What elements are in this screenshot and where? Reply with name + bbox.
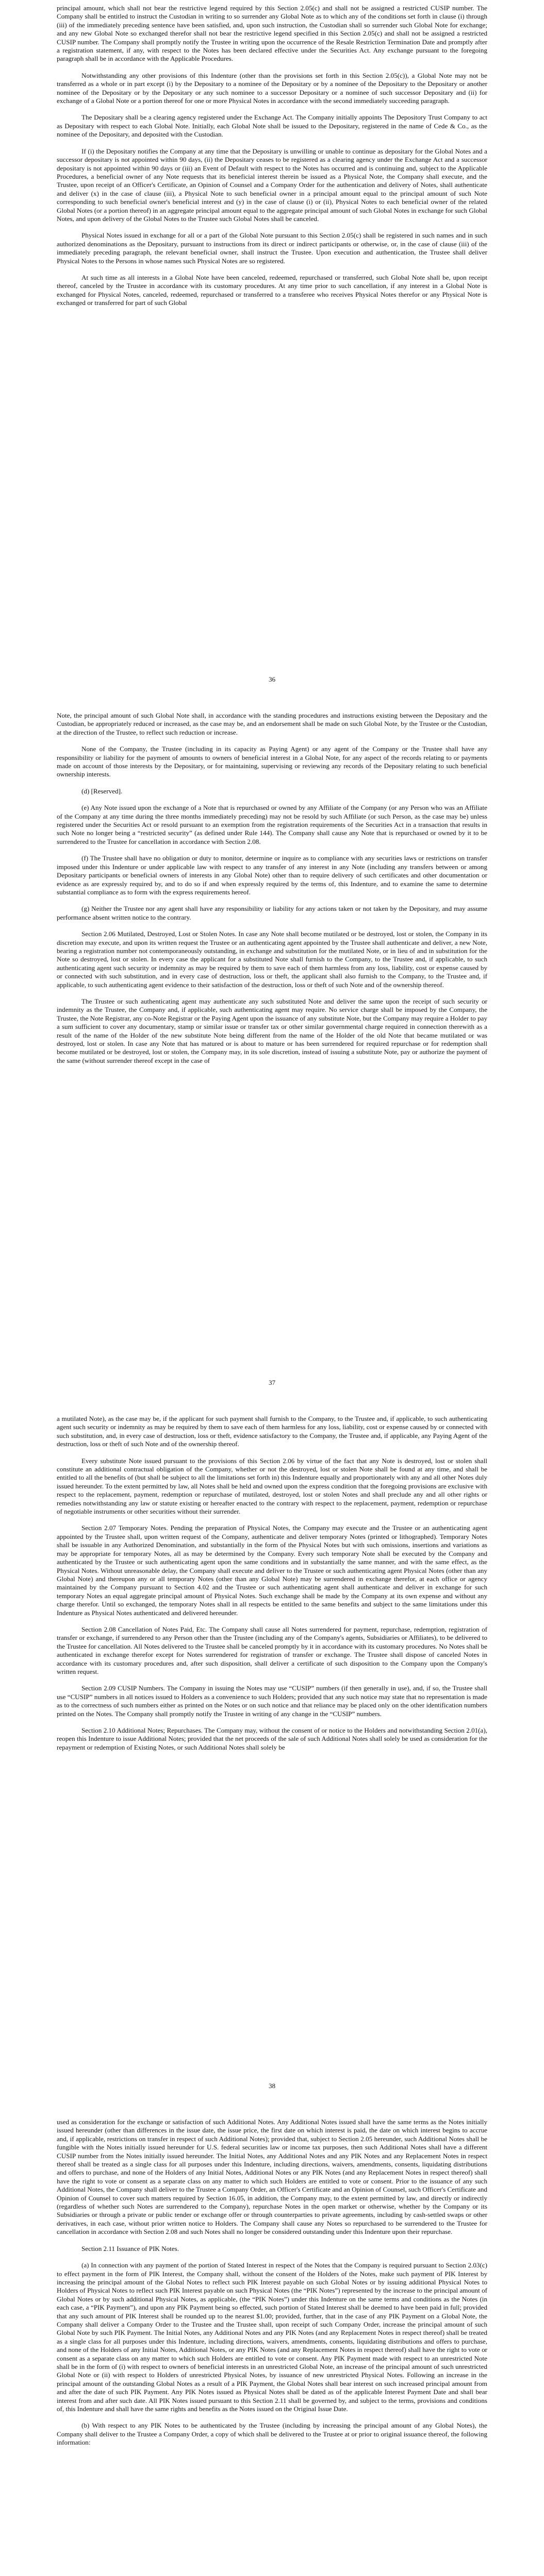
paragraph: None of the Company, the Trustee (including in its capacity as Paying Agent) or any agent of the Company or the Trustee shall have any responsibility or liability for the payment of amounts to owners of beneficial interest in a Global Note, for any aspect of the records relating to or payments made on account of those interests by the Depositary, or for maintaining, supervising or reviewing any records of the Depositary relating to such beneficial ownership interests. <box>57 745 487 778</box>
paragraph: (g) Neither the Trustee nor any agent shall have any responsibility or liability for any actions taken or not taken by the Depositary, and may assume performance absent written notice to the contrary. <box>57 905 487 921</box>
paragraph: Note, the principal amount of such Global Note shall, in accordance with the standing procedures and instructions existing between the Depositary and the Custodian, be appropriately reduced or increased, as the case may be, and an endorsement shall be made on such Global Note, by the Trustee or the Custodian, at the direction of the Trustee, to reflect such reduction or increase. <box>57 711 487 736</box>
page-body <box>57 1415 487 1760</box>
paragraph: The Trustee or such authenticating agent may authenticate any such substituted Note and deliver the same upon the receipt of such security or indemnity as the Trustee, the Company and, if applicable, such authenticating agent may require. No service charge shall be imposed by the Company, the Trustee, the Note Registrar, any co-Note Registrar or the Paying Agent upon the issuance of any substitute Note, but the Company may require a Holder to pay a sum sufficient to cover any documentary, stamp or similar issue or transfer tax or other similar governmental charge required in connection therewith as a result of the name of the Holder of the new substitute Note being different from the name of the Holder of the old Note that became mutilated or was destroyed, lost or stolen. In case any Note that has matured or is about to mature or has been surrendered for required repurchase or for redemption shall become mutilated or be destroyed, lost or stolen, the Company may, in its sole discretion, instead of issuing a substitute Note, pay or authorize the payment of the same (without surrender thereof except in the case of <box>57 997 487 1064</box>
paragraph: At such time as all interests in a Global Note have been canceled, redeemed, repurchased or transferred, such Global Note shall be, upon receipt thereof, canceled by the Trustee in accordance with its customary procedures. At any time prior to such cancellation, if any interest in a Global Note is exchanged for Physical Notes, canceled, redeemed, repurchased or transferred to a transferee who receives Physical Notes therefor or any Physical Note is exchanged or transferred for part of such Global <box>57 273 487 307</box>
paragraph: Section 2.10 Additional Notes; Repurchases. The Company may, without the consent of or notice to the Holders and notwithstanding Section 2.01(a), reopen this Indenture to issue Additional Notes; provided that the net proceeds of the sale of such Additional Notes shall solely be used as consideration for the repayment or redemption of Existing Notes, or such Additional Notes shall solely be <box>57 1726 487 1751</box>
page-number: 38 <box>268 2082 276 2090</box>
paragraph: Section 2.09 CUSIP Numbers. The Company in issuing the Notes may use “CUSIP” numbers (if then generally in use), and, if so, the Trustee shall use “CUSIP” numbers in all notices issued to Holders as a convenience to such Holders; provided that any such notice may state that no representation is made as to the correctness of such numbers either as printed on the Notes or on such notice and that reliance may be placed only on the other identification numbers printed on the Notes. The Company shall promptly notify the Trustee in writing of any change in the “CUSIP” numbers. <box>57 1684 487 1718</box>
paragraph: Notwithstanding any other provisions of this Indenture (other than the provisions set forth in this Section 2.05(c)), a Global Note may not be transferred as a whole or in part except (i) by the Depositary to a nominee of the Depositary or by a nominee of the Depositary to the Depositary or another nominee of the Depositary or by the Depositary or any such nominee to a successor Depositary or a nominee of such successor Depositary and (ii) for exchange of a Global Note or a portion thereof for one or more Physical Notes in accordance with the second immediately succeeding paragraph. <box>57 71 487 105</box>
page-body <box>57 711 487 1073</box>
document-page-37 <box>0 703 544 1406</box>
paragraph: Every substitute Note issued pursuant to the provisions of this Section 2.06 by virtue of the fact that any Note is destroyed, lost or stolen shall constitute an additional contractual obligation of the Company, whether or not the destroyed, lost or stolen Note shall be found at any time, and shall be entitled to all the benefits of (but shall be subject to all the limitations set forth in) this Indenture equally and proportionately with any and all other Notes duly issued hereunder. To the extent permitted by law, all Notes shall be held and owned upon the express condition that the foregoing provisions are exclusive with respect to the replacement, payment, redemption or repurchase of mutilated, destroyed, lost or stolen Notes and shall preclude any and all other rights or remedies notwithstanding any law or statute existing or hereafter enacted to the contrary with respect to the replacement, payment, redemption or repurchase of negotiable instruments or other securities without their surrender. <box>57 1456 487 1516</box>
paragraph: (a) In connection with any payment of the portion of Stated Interest in respect of the Notes that the Company is required pursuant to Section 2.03(c) to effect payment in the form of PIK Interest, the Company shall, without the consent of the Holders of the Notes, make such payment of PIK Interest by increasing the principal amount of the Global Notes to reflect such PIK Interest payable on such Global Notes or by issuing additional Physical Notes to Holders of Physical Notes to reflect such PIK Interest payable on such Physical Notes (the “PIK Notes”) represented by the increase to the principal amount of Global Notes or by such additional Physical Notes, as applicable, (the “PIK Notes”) under this Indenture on the same terms and conditions as the Notes (in each case, a “PIK Payment”), and upon any PIK Payment being so effected, such portion of Stated Interest shall be deemed to have been paid in full; provided that any such amount of PIK Interest shall be rounded up to the nearest $1.00; provided, further, that in the case of any PIK Payment on a Global Note, the Company shall deliver a Company Order to the Trustee and the Trustee shall, upon receipt of such Company Order, increase the principal amount of such Global Note by such PIK Payment. The Initial Notes, any Additional Notes and any PIK Notes (and any Replacement Notes in respect thereof) shall be treated as a single class for all purposes under this Indenture, including directions, waivers, amendments, consents, liquidating distributions and offers to purchase, and none of the Holders of any Initial Notes, Additional Notes, or any PIK Notes (and any Replacement Notes in respect thereof) shall have the right to vote or consent as a separate class on any matter to which such Holders are entitled to vote or consent. Any PIK Payment made with respect to an unrestricted Note shall be in the form of (i) with respect to owners of beneficial interests in an unrestricted Global Note, an increase of the principal amount of such unrestricted Global Note or (ii) with respect to Holders of unrestricted Physical Notes, by issuance of new unrestricted Physical Notes. Following an increase in the principal amount of the outstanding Global Notes as a result of a PIK Payment, the Global Notes shall bear interest on such increased principal amount from and after the date of such PIK Payment. Any PIK Notes issued as Physical Notes shall be dated as of the applicable Interest Payment Date and shall bear interest from and after such date. All PIK Notes issued pursuant to this Section 2.11 shall be governed by, and subject to the terms, provisions and conditions of, this Indenture and shall have the same rights and benefits as the Notes issued on the Original Issue Date. <box>57 2261 487 2413</box>
page-body <box>57 4 487 316</box>
paragraph: Section 2.08 Cancellation of Notes Paid, Etc. The Company shall cause all Notes surrendered for payment, repurchase, redemption, registration of transfer or exchange, if surrendered to any Person other than the Trustee (including any of the Company's agents, Subsidiaries or Affiliates), to be delivered to the Trustee for cancellation. All Notes delivered to the Trustee shall be canceled promptly by it in accordance with its customary procedures. No Notes shall be authenticated in exchange therefor except for Notes surrendered for registration of transfer or exchange. The Trustee shall dispose of canceled Notes in accordance with its customary procedures and, after such disposition, shall deliver a certificate of such disposition to the Company upon the Company's written request. <box>57 1625 487 1675</box>
paragraph: (e) Any Note issued upon the exchange of a Note that is repurchased or owned by any Affiliate of the Company (or any Person who was an Affiliate of the Company at any time during the three months immediately preceding) may not be resold by such Affiliate (or such Person, as the case may be) unless registered under the Securities Act or resold pursuant to an exemption from the registration requirements of the Securities Act in a transaction that results in such Note no longer being a “restricted security” (as defined under Rule 144). The Company shall cause any Note that is repurchased or owned by it to be surrendered to the Trustee for cancellation in accordance with Section 2.08. <box>57 804 487 845</box>
page-body <box>57 2118 487 2455</box>
paragraph: used as consideration for the exchange or satisfaction of such Additional Notes. Any Additional Notes issued shall have the same terms as the Notes initially issued hereunder (other than differences in the issue date, the issue price, the first date on which interest is paid, the date on which interest begins to accrue and, if applicable, restrictions on transfer in respect of such Additional Notes); provided that, subject to Section 2.05 hereunder, such Additional Notes shall be fungible with the Notes initially issued hereunder for U.S. federal securities law or income tax purposes, then such Additional Notes shall have a different CUSIP number from the Notes initially issued hereunder. The Initial Notes, any Additional Notes and any PIK Notes and any Replacement Notes in respect thereof shall be treated as a single class for all purposes under this Indenture, including directions, waivers, amendments, consents, liquidating distributions and offers to purchase, and none of the Holders of any Initial Notes, Additional Notes or any PIK Notes (and any Replacement Notes in respect thereof) shall have the right to vote or consent as a separate class on any matter to which such Holders are entitled to vote or consent. Prior to the issuance of any such Additional Notes, the Company shall deliver to the Trustee a Company Order, an Officer's Certificate and an Opinion of Counsel, such Officer's Certificate and Opinion of Counsel to cover such matters required by Section 16.05, in addition, the Company may, to the extent permitted by law, and directly or indirectly (regardless of whether such Notes are surrendered to the Company), repurchase Notes in the open market or otherwise, whether by the Company or its Subsidiaries or through a private or public tender or exchange offer or through counterparties to private agreements, including by cash-settled swaps or other derivatives, in each case, without prior written notice to Holders. The Company shall cause any Notes so repurchased to be surrendered to the Trustee for cancellation in accordance with Section 2.08 and such Notes shall no longer be considered outstanding under this Indenture upon their repurchase. <box>57 2118 487 2236</box>
paragraph: (f) The Trustee shall have no obligation or duty to monitor, determine or inquire as to compliance with any securities laws or restrictions on transfer imposed under this Indenture or under applicable law with respect to any transfer of any interest in any Note (including any transfers between or among Depositary participants or beneficial owners of interests in any Global Note) other than to require delivery of such certificates and other documentation or evidence as are expressly required by, and to do so if and when expressly required by the terms of, this Indenture, and to examine the same to determine substantial compliance as to form with the express requirements hereof. <box>57 854 487 896</box>
paragraph: Physical Notes issued in exchange for all or a part of the Global Note pursuant to this Section 2.05(c) shall be registered in such names and in such authorized denominations as the Depositary, pursuant to instructions from its direct or indirect participants or otherwise, or, in the case of clause (iii) of the immediately preceding paragraph, the relevant beneficial owner, shall instruct the Trustee. Upon execution and authentication, the Trustee shall deliver Physical Notes to the Persons in whose names such Physical Notes are so registered. <box>57 231 487 265</box>
document-page-36 <box>0 0 544 703</box>
paragraph: (d) [Reserved]. <box>81 787 123 795</box>
paragraph: Section 2.06 Mutilated, Destroyed, Lost or Stolen Notes. In case any Note shall become mutilated or be destroyed, lost or stolen, the Company in its discretion may execute, and upon its written request the Trustee or an authenticating agent appointed by the Trustee shall authenticate and deliver, a new Note, bearing a registration number not contemporaneously outstanding, in exchange and substitution for the mutilated Note, or in lieu of and in substitution for the Note so destroyed, lost or stolen. In every case the applicant for a substituted Note shall furnish to the Company, to the Trustee and, if applicable, to such authenticating agent such security or indemnity as may be required by them to save each of them harmless from any loss, liability, cost or expense caused by or connected with such substitution, and in every case of destruction, loss or theft, the applicant shall also furnish to the Company, to the Trustee and, if applicable, to such authenticating agent evidence to their satisfaction of the destruction, loss or theft of such Note and of the ownership thereof. <box>57 930 487 989</box>
paragraph: The Depositary shall be a clearing agency registered under the Exchange Act. The Company initially appoints The Depository Trust Company to act as Depositary with respect to each Global Note. Initially, each Global Note shall be issued to the Depositary, registered in the name of Cede & Co., as the nominee of the Depositary, and deposited with the Custodian. <box>57 113 487 139</box>
paragraph: If (i) the Depositary notifies the Company at any time that the Depositary is unwilling or unable to continue as depositary for the Global Notes and a successor depositary is not appointed within 90 days, (ii) the Depositary ceases to be registered as a clearing agency under the Exchange Act and a successor depositary is not appointed within 90 days or (iii) an Event of Default with respect to the Notes has occurred and is continuing and, subject to the Applicable Procedures, a beneficial owner of any Note requests that its beneficial interest therein be issued as a Physical Note, the Company shall execute, and the Trustee, upon receipt of an Officer's Certificate, an Opinion of Counsel and a Company Order for the authentication and delivery of Notes, shall authenticate and deliver (x) in the case of clause (iii), a Physical Note to such beneficial owner in a principal amount equal to the principal amount of such Note corresponding to such beneficial owner's beneficial interest and (y) in the case of clause (i) or (ii), Physical Notes to each beneficial owner of the related Global Notes (or a portion thereof) in an aggregate principal amount equal to the aggregate principal amount of such Global Notes in exchange for such Global Notes, and upon delivery of the Global Notes to the Trustee such Global Notes shall be canceled. <box>57 147 487 223</box>
paragraph: Section 2.07 Temporary Notes. Pending the preparation of Physical Notes, the Company may execute and the Trustee or an authenticating agent appointed by the Trustee shall, upon written request of the Company, authenticate and deliver temporary Notes (printed or lithographed). Temporary Notes shall be issuable in any Authorized Denomination, and substantially in the form of the Physical Notes but with such omissions, insertions and variations as may be appropriate for temporary Notes, all as may be determined by the Company. Every such temporary Note shall be executed by the Company and authenticated by the Trustee or such authenticating agent upon the same conditions and in substantially the same manner, and with the same effect, as the Physical Notes. Without unreasonable delay, the Company shall execute and deliver to the Trustee or such authenticating agent Physical Notes (other than any Global Note) and thereupon any or all temporary Notes (other than any Global Note) may be surrendered in exchange therefor, at each office or agency maintained by the Company pursuant to Section 4.02 and the Trustee or such authenticating agent shall authenticate and deliver in exchange for such temporary Notes an equal aggregate principal amount of Physical Notes. Such exchange shall be made by the Company at its own expense and without any charge therefor. Until so exchanged, the temporary Notes shall in all respects be entitled to the same benefits and subject to the same limitations under this Indenture as Physical Notes authenticated and delivered hereunder. <box>57 1524 487 1617</box>
document-page-39 <box>0 2110 544 2576</box>
section-heading: Section 2.11 Issuance of PIK Notes. <box>81 2244 179 2252</box>
paragraph: principal amount, which shall not bear the restrictive legend required by this Section 2.05(c) and shall not be assigned a restricted CUSIP number. The Company shall be entitled to instruct the Custodian in writing to so surrender any Global Note as to which any of the conditions set forth in clause (i) through (iii) of the immediately preceding sentence have been satisfied, and, upon such instruction, the Custodian shall so surrender such Global Note for exchange; and any new Global Note so exchanged therefor shall not bear the restrictive legend specified in this Section 2.05(c) and shall not be assigned a restricted CUSIP number. The Company shall promptly notify the Trustee in writing upon the occurrence of the Resale Restriction Termination Date and promptly after a registration statement, if any, with respect to the Notes has been declared effective under the Securities Act. Any exchange pursuant to the foregoing paragraph shall be in accordance with the Applicable Procedures. <box>57 4 487 63</box>
page-number: 36 <box>268 675 276 683</box>
paragraph: (b) With respect to any PIK Notes to be authenticated by the Trustee (including by increasing the principal amount of any Global Notes), the Company shall deliver to the Trustee a Company Order, a copy of which shall be delivered to the Trustee at or prior to original issuance thereof, the following information: <box>57 2421 487 2447</box>
page-number: 37 <box>268 1379 276 1386</box>
paragraph: a mutilated Note), as the case may be, if the applicant for such payment shall furnish to the Company, to the Trustee and, if applicable, to such authenticating agent such security or indemnity as may be required by them to save each of them harmless for any loss, liability, cost or expense caused by or connected with such substitution, and, in every case of destruction, loss or theft, evidence satisfactory to the Company, the Trustee and, if applicable, any Paying Agent of the destruction, loss or theft of such Note and of the ownership thereof. <box>57 1415 487 1448</box>
document-page-38 <box>0 1406 544 2110</box>
